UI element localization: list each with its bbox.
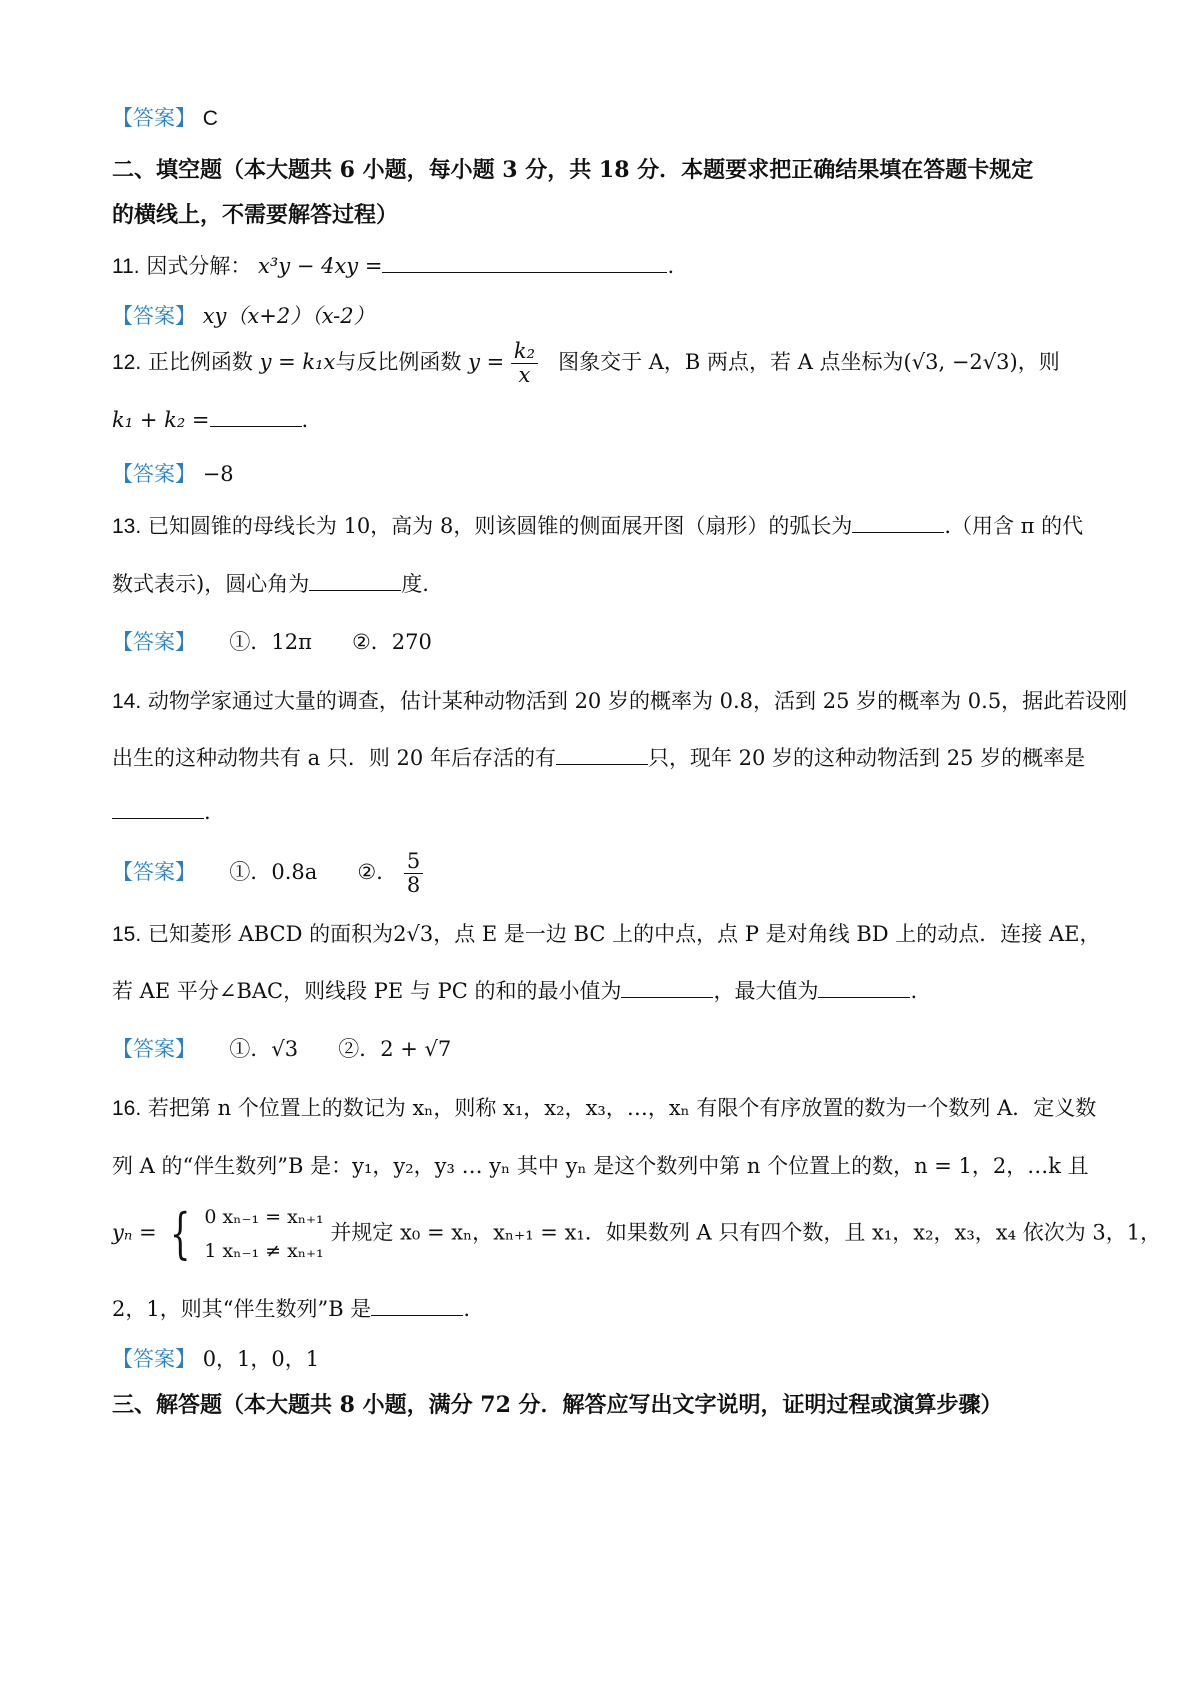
question-number: 12.: [112, 351, 142, 375]
question-text: 2，1，则其“伴生数列”B 是: [112, 1297, 372, 1321]
answer-value-2: ②．2 + √7: [338, 1037, 452, 1061]
section-2-heading-line1: 二、填空题（本大题共 6 小题，每小题 3 分，共 18 分．本题要求把正确结果填在答题卡规定: [112, 157, 1034, 183]
question-number: 16.: [112, 1097, 142, 1120]
answer-q10: [112, 102, 218, 132]
period: .: [463, 1297, 470, 1321]
answer-tag: 【答案】: [112, 1347, 196, 1371]
question-text: ，点 E 是一边 BC 上的中点，点 P 是对角线 BD 上的动点．连接 AE，: [433, 922, 1101, 946]
answer-blank: [621, 979, 713, 998]
answer-q14: [112, 850, 423, 897]
fraction-numerator: 5: [404, 850, 423, 874]
fraction-denominator: x: [518, 363, 531, 388]
brace: {: [170, 1202, 191, 1266]
answer-blank: [556, 746, 648, 765]
period: .: [667, 254, 675, 278]
period: .: [204, 800, 211, 824]
answer-tag: 【答案】: [112, 860, 196, 885]
case-2: 1 xₙ₋₁ ≠ xₙ₊₁: [204, 1240, 324, 1263]
math-expression: yₙ =: [112, 1220, 157, 1245]
answer-blank: [852, 514, 944, 533]
question-text: 与反比例函数: [335, 350, 469, 375]
math-expression: 2√3: [393, 922, 434, 946]
question-12: [112, 340, 1060, 387]
question-text: 列 A 的“伴生数列”B 是：y₁，y₂，y₃ … yₙ 其中 yₙ 是这个数列中第 n 个位置上的数，n = 1，2，…k 且: [112, 1154, 1089, 1178]
section-3-heading: 三、解答题（本大题共 8 小题，满分 72 分．解答应写出文字说明，证明过程或演算步骤）: [112, 1392, 1003, 1418]
math-expression: k₁ + k₂ =: [112, 408, 210, 432]
answer-blank: [371, 1297, 463, 1316]
answer-tag: 【答案】: [112, 304, 196, 328]
question-text: ，最大值为: [713, 979, 819, 1003]
answer-blank: [818, 979, 910, 998]
question-text: 出生的这种动物共有 a 只．则 20 年后存活的有: [112, 746, 556, 770]
question-text: 只，现年 20 岁的这种动物活到 25 岁的概率是: [647, 746, 1086, 770]
fraction: [404, 850, 423, 897]
question-text: 已知菱形 ABCD 的面积为: [147, 922, 394, 946]
question-text: 因式分解：: [146, 254, 252, 278]
question-text: ，则: [1017, 350, 1060, 375]
question-text: 已知圆锥的母线长为 10，高为 8，则该圆锥的侧面展开图（扇形）的弧长为: [147, 514, 853, 538]
answer-value-2: ②．270: [351, 630, 432, 654]
answer-tag: 【答案】: [112, 1037, 196, 1061]
answer-value-1: ①．0.8a: [229, 860, 318, 885]
math-expression: y =: [468, 350, 505, 375]
question-text: 正比例函数: [147, 350, 260, 375]
question-number: 13.: [112, 515, 142, 538]
piecewise-cases: [204, 1200, 323, 1268]
fraction-numerator: k₂: [513, 339, 536, 363]
question-text: 并规定 x₀ = xₙ，xₙ₊₁ = x₁．如果数列 A 只有四个数，且 x₁，x₂，x₃，x₄ 依次为 3，1，: [330, 1220, 1162, 1245]
question-14-line2: [112, 742, 1085, 772]
question-text: 图象交于 A，B 两点，若 A 点坐标为: [558, 350, 904, 375]
answer-tag: 【答案】: [112, 106, 196, 130]
question-14: [112, 685, 1127, 715]
answer-blank: [210, 408, 302, 427]
answer-value: 0，1，0，1: [202, 1347, 320, 1371]
question-15: [112, 918, 1100, 948]
answer-blank: [309, 572, 401, 591]
question-16-line2: [112, 1150, 1089, 1180]
question-text: 若把第 n 个位置上的数记为 xₙ，则称 x₁，x₂，x₃，…，xₙ 有限个有序放置的数为一个数列 A．定义数: [147, 1096, 1097, 1120]
question-text: 若 AE 平分∠BAC，则线段 PE 与 PC 的和的最小值为: [112, 979, 622, 1003]
question-13: [112, 510, 1083, 540]
answer-q12: [112, 458, 234, 488]
answer-blank: [112, 800, 204, 819]
answer-q15: [112, 1033, 451, 1063]
answer-value-1: ①．√3: [229, 1037, 299, 1061]
math-expression: x³y − 4xy =: [258, 254, 383, 278]
answer-q11: [112, 300, 375, 330]
math-coordinate: (√3, −2√3): [903, 350, 1018, 375]
question-11: [112, 250, 674, 280]
question-text: .（用含 π 的代: [944, 514, 1084, 538]
case-1: 0 xₙ₋₁ = xₙ₊₁: [204, 1206, 324, 1228]
answer-tag: 【答案】: [112, 462, 196, 486]
answer-q16: [112, 1343, 319, 1373]
answer-value: xy（x+2）（x-2）: [202, 304, 375, 328]
question-16-line3: [112, 1200, 1161, 1268]
period: .: [910, 979, 918, 1003]
question-16-line4: [112, 1293, 470, 1323]
period: .: [301, 408, 309, 432]
question-text: 数式表示)，圆心角为: [112, 572, 310, 596]
question-number: 15.: [112, 923, 142, 946]
question-text: 动物学家通过大量的调查，估计某种动物活到 20 岁的概率为 0.8，活到 25 岁的概率为 0.5，据此若设刚: [147, 689, 1128, 713]
answer-blank: [382, 254, 667, 273]
answer-value-1: ①．12π: [229, 630, 312, 654]
question-text: 度.: [401, 572, 429, 596]
fraction-denominator: 8: [406, 873, 421, 898]
math-expression: y = k₁x: [259, 350, 336, 375]
answer-tag: 【答案】: [112, 630, 196, 654]
question-14-line3: [112, 800, 211, 824]
question-13-line2: [112, 568, 429, 598]
question-number: 14.: [112, 690, 142, 713]
fraction: [511, 340, 538, 387]
question-15-line2: [112, 975, 917, 1005]
question-16: [112, 1092, 1096, 1122]
question-12-line2: [112, 408, 308, 432]
answer-value: −8: [202, 462, 234, 486]
question-number: 11.: [112, 255, 140, 278]
answer-value-2: ②．: [357, 860, 398, 885]
section-2-heading-line2: 的横线上，不需要解答过程）: [112, 202, 399, 228]
answer-value: C: [202, 107, 218, 130]
answer-q13: [112, 626, 432, 656]
